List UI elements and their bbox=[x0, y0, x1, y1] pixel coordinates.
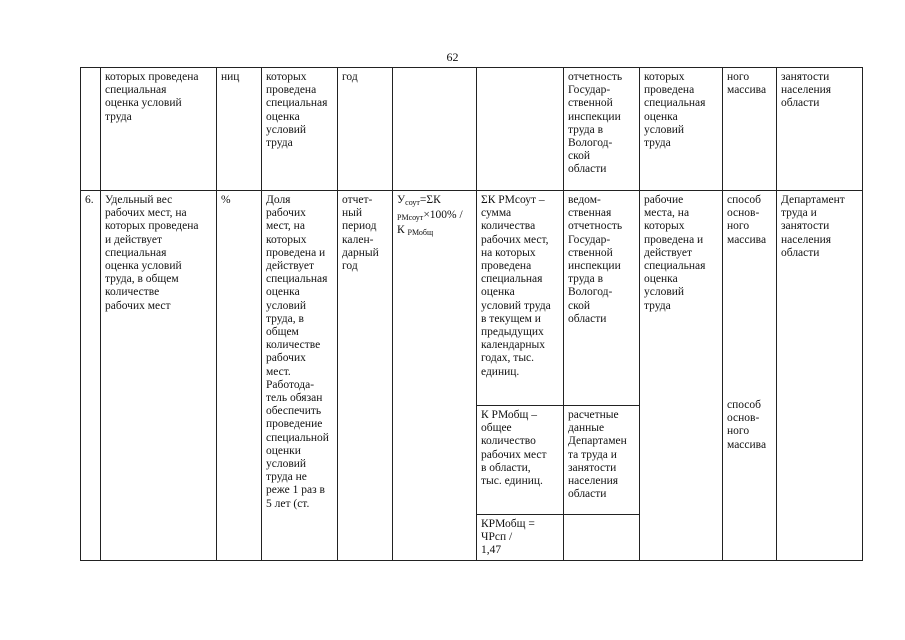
object: рабочие места, на которых проведена и действует специальная оценка условий труда bbox=[640, 191, 723, 561]
cell-responsible: занятости населения области bbox=[777, 68, 863, 191]
responsible: Департамент труда и занятости населения области bbox=[777, 191, 863, 561]
cell-variables bbox=[477, 68, 564, 191]
source-1: ведом- ственная отчетность Государ- ственной инспекции труда в Вологод- ской области bbox=[564, 191, 640, 406]
unit: % bbox=[217, 191, 262, 561]
cell-period: год bbox=[338, 68, 393, 191]
source-3 bbox=[564, 515, 640, 561]
continued-row bbox=[81, 68, 863, 191]
row-6-a bbox=[81, 191, 863, 406]
source-2: расчетные данные Департамен та труда и занятости населения области bbox=[564, 406, 640, 515]
page-number: 62 bbox=[446, 50, 459, 64]
variable-1: ΣК РМсоут – сумма количества рабочих мест, на которых проведена специальная оценка условий труда в текущем и предыдущих календарных годах, тыс. единиц. bbox=[477, 191, 564, 406]
cell-definition: которых проведена специальная оценка условий труда bbox=[262, 68, 338, 191]
cell-formula bbox=[393, 68, 477, 191]
cell-unit: ниц bbox=[217, 68, 262, 191]
cell-object: которых проведена специальная оценка условий труда bbox=[640, 68, 723, 191]
method-2: способ основ- ного массива bbox=[727, 399, 767, 451]
indicators-table bbox=[80, 67, 863, 561]
cell-source: отчетность Государ- ственной инспекции труда в Вологод- ской области bbox=[564, 68, 640, 191]
definition: Доля рабочих мест, на которых проведена и действует специальная оценка условий труда, в общем количестве рабочих мест. Работода- тель обязан обеспечить проведение специальной оценки условий труда не реже 1 раз в 5 лет (ст. bbox=[262, 191, 338, 561]
cell-indicator-name: которых проведена специальная оценка условий труда bbox=[101, 68, 217, 191]
period: отчет- ный период кален- дарный год bbox=[338, 191, 393, 561]
variable-3: КРМобщ = ЧРсп / 1,47 bbox=[477, 515, 564, 561]
row-number: 6. bbox=[81, 191, 101, 561]
variable-2: К РМобщ – общее количество рабочих мест в области, тыс. единиц. bbox=[477, 406, 564, 515]
cell-num bbox=[81, 68, 101, 191]
method-cell bbox=[723, 191, 777, 561]
indicator-name: Удельный вес рабочих мест, на которых проведена и действует специальная оценка условий труда, в общем количестве рабочих мест bbox=[101, 191, 217, 561]
formula: $У_{соут}=\Sigma К$ $_{РМсоут}$×100% / К $_{РМобщ}$ bbox=[393, 191, 477, 561]
cell-method: ного массива bbox=[723, 68, 777, 191]
method-1: способ основ- ного массива bbox=[727, 194, 767, 246]
